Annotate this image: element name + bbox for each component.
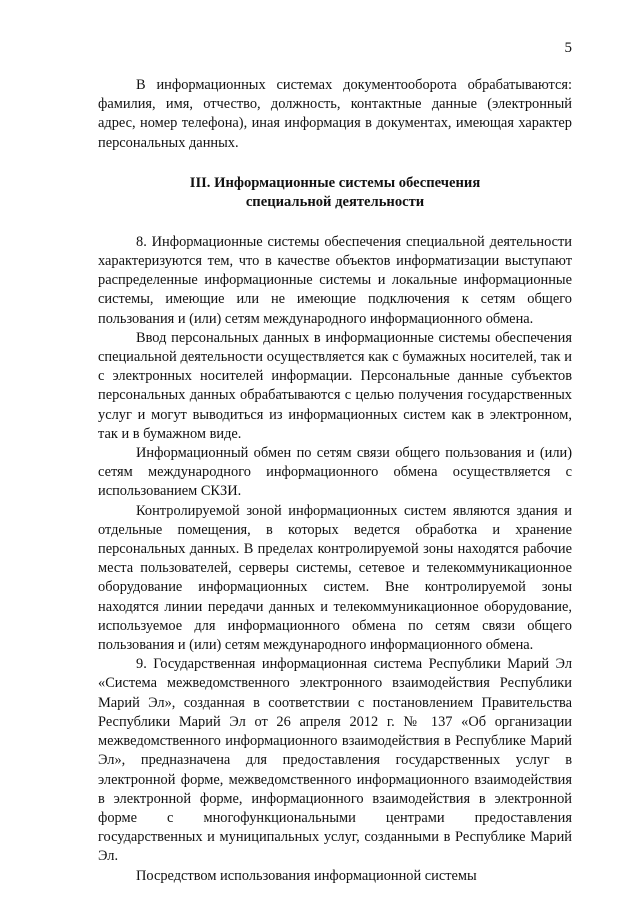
paragraph-8: 8. Информационные системы обеспечения специальной деятельности характеризуются тем, что в качестве объектов информатизации выступают распределенные информационные системы и локальные информационные системы, имеющие или не имеющие подключения к сетям общего пользования и (или) сетям международного информационного обмена.	[98, 233, 572, 327]
paragraph-9: 9. Государственная информационная система Республики Марий Эл «Система межведомственного электронного взаимодействия Республики Марий Эл», созданная в соответствии с постановлением Правительства Республики Марий Эл от 26 апреля 2012 г. № 137 «Об организации межведомственного информационного взаимодействия в Республике Марий Эл», предназначена для предоставления государственных услуг в электронной форме, межведомственного информационного взаимодействия в электронной форме, информационного взаимодействия в электронной форме с многофункциональными центрами предоставления государственных и муниципальных услуг, созданными в Республике Марий Эл.	[98, 656, 572, 865]
page-number: 5	[564, 40, 572, 56]
paragraph-controlled-zone: Контролируемой зоной информационных систем являются здания и отдельные помещения, в которых ведется обработка и хранение персональных данных. В пределах контролируемой зоны находятся рабочие места пользователей, серверы системы, сетевое и телекоммуникационное оборудование информационных систем. Вне контролируемой зоны находятся линии передачи данных и телекоммуникационное оборудование, используемое для информационного обмена по сетям связи общего пользования и (или) сетям международного информационного обмена.	[98, 502, 572, 654]
paragraph-info-exchange: Информационный обмен по сетям связи общего пользования и (или) сетям международного информационного обмена осуществляется с использованием СКЗИ.	[98, 445, 572, 500]
document-body	[98, 76, 572, 886]
section-heading: III. Информационные системы обеспечения специальной деятельности	[189, 174, 481, 211]
paragraph-data-input: Ввод персональных данных в информационные системы обеспечения специальной деятельности осуществляется как с бумажных носителей, так и с электронных носителей информации. Персональные данные субъектов персональных данных обрабатываются с целью получения государственных услуг и могут выводиться из информационных систем как в электронном, так и в бумажном виде.	[98, 329, 572, 442]
paragraph-usage: Посредством использования информационной системы	[136, 867, 477, 884]
intro-paragraph: В информационных системах документооборота обрабатываются: фамилия, имя, отчество, должность, контактные данные (электронный адрес, номер телефона), иная информация в документах, имеющая характер персональных данных.	[98, 77, 572, 151]
